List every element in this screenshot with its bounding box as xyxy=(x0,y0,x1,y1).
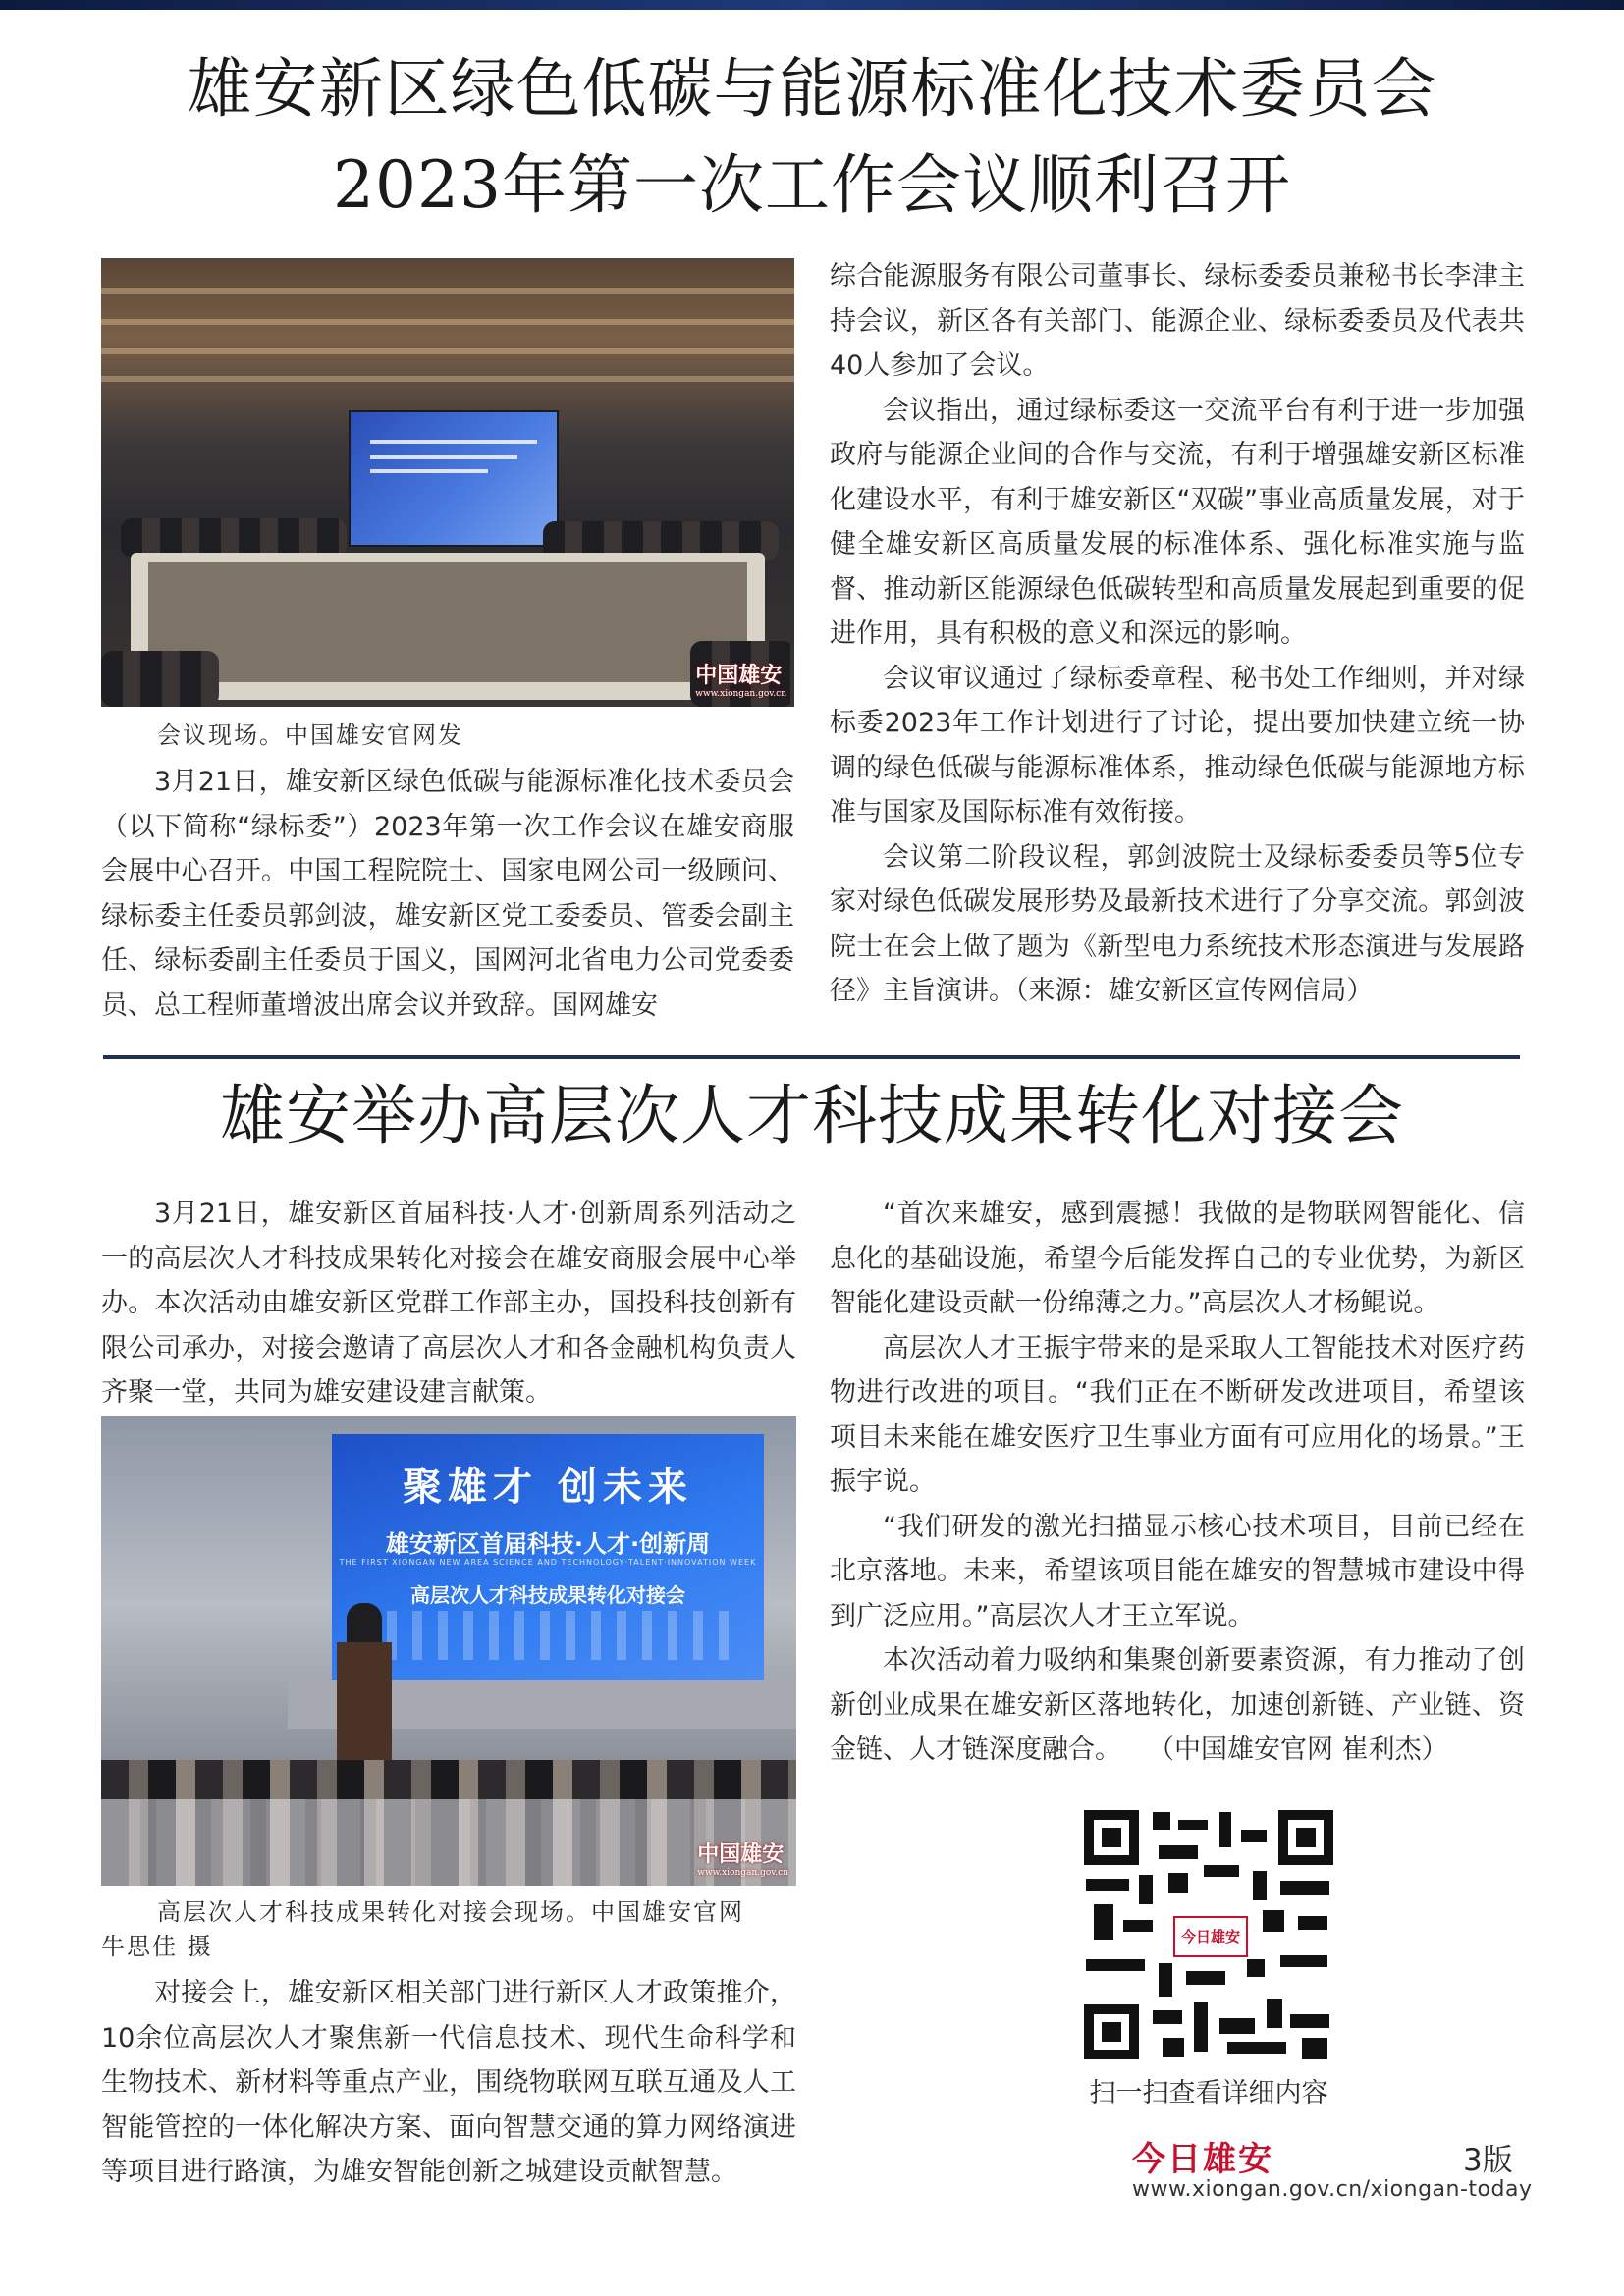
article1-title-line1: 雄安新区绿色低碳与能源标准化技术委员会 xyxy=(187,51,1437,127)
article1-title-line2: 2023年第一次工作会议顺利召开 xyxy=(333,147,1291,223)
article2-title: 雄安举办高层次人才科技成果转化对接会 xyxy=(220,1078,1404,1153)
page-number: 3版 xyxy=(1463,2143,1513,2178)
article1-left-column xyxy=(101,760,794,1028)
qr-caption: 扫一扫查看详细内容 xyxy=(1089,2078,1328,2109)
paragraph: “我们研发的激光扫描显示核心技术项目，目前已经在北京落地。未来，希望该项目能在雄安的智慧城市建设中得到广泛应用。”高层次人才王立军说。 xyxy=(830,1511,1525,1631)
paragraph: 3月21日，雄安新区绿色低碳与能源标准化技术委员会（以下简称“绿标委”）2023年第一次工作会议在雄安商服会展中心召开。中国工程院院士、国家电网公司一级顾问、绿标委主任委员郭剑波，雄安新区党工委委员、管委会副主任、绿标委副主任委员于国义，国网河北省电力公司党委委员、总工程师董增波出席会议并致辞。国网雄安 xyxy=(101,767,794,1021)
article2-right-column xyxy=(830,1192,1525,1773)
screen-english-name: THE FIRST XIONGAN NEW AREA SCIENCE AND TECHNOLOGY·TALENT·INNOVATION WEEK xyxy=(339,1558,757,1567)
section-divider xyxy=(103,1055,1520,1059)
paragraph: 会议第二阶段议程，郭剑波院士及绿标委委员等5位专家对绿色低碳发展形势及最新技术进行了分享交流。郭剑波院士在会上做了题为《新型电力系统技术形态演进与发展路径》主旨演讲。（来源：雄安新区宣传网信局） xyxy=(830,841,1525,1006)
paragraph: 对接会上，雄安新区相关部门进行新区人才政策推介，10余位高层次人才聚焦新一代信息技术、现代生命科学和生物技术、新材料等重点产业，围绕物联网互联互通及人工智能管控的一体化解决方案、面向智慧交通的算力网络演进等项目进行路演，为雄安智能创新之城建设贡献智慧。 xyxy=(101,1978,796,2187)
article2-left-top-column xyxy=(101,1192,796,1415)
paragraph: “首次来雄安，感到震撼！我做的是物联网智能化、信息化的基础设施，希望今后能发挥自己的专业优势，为新区智能化建设贡献一份绵薄之力。”高层次人才杨鲲说。 xyxy=(830,1199,1525,1318)
paragraph: 本次活动着力吸纳和集聚创新要素资源，有力推动了创新创业成果在雄安新区落地转化，加速创新链、产业链、资金链、人才链深度融合。 （中国雄安官网 崔利杰） xyxy=(830,1645,1525,1765)
paragraph: 3月21日，雄安新区首届科技·人才·创新周系列活动之一的高层次人才科技成果转化对接会在雄安商服会展中心举办。本次活动由雄安新区党群工作部主办，国投科技创新有限公司承办，对接会邀请了高层次人才和各金融机构负责人齐聚一堂，共同为雄安建设建言献策。 xyxy=(101,1199,796,1408)
article2-photo xyxy=(101,1416,796,1886)
brand-logo: 今日雄安 xyxy=(1132,2140,1273,2179)
paragraph: 会议审议通过了绿标委章程、秘书处工作细则，并对绿标委2023年工作计划进行了讨论，提出要加快建立统一协调的绿色低碳与能源标准体系，推动绿色低碳与能源地方标准与国家及国际标准有效衔接。 xyxy=(830,663,1525,828)
paragraph: 会议指出，通过绿标委这一交流平台有利于进一步加强政府与能源企业间的合作与交流，有利于增强雄安新区标准化建设水平，有利于雄安新区“双碳”事业高质量发展，对于健全雄安新区高质量发展的标准体系、强化标准实施与监督、推动新区能源绿色低碳转型和高质量发展起到重要的促进作用，具有积极的意义和深远的影响。 xyxy=(830,395,1525,649)
article1-photo xyxy=(101,258,794,707)
qr-code[interactable] xyxy=(1080,1806,1337,2063)
screen-subtitle: 高层次人才科技成果转化对接会 xyxy=(410,1583,685,1607)
podium xyxy=(337,1642,392,1760)
screen-slogan: 聚雄才 创未来 xyxy=(403,1464,693,1510)
top-bar xyxy=(0,0,1624,10)
footer-url[interactable]: www.xiongan.gov.cn/xiongan-today xyxy=(1132,2177,1533,2202)
screen-event-name: 雄安新区首届科技·人才·创新周 xyxy=(385,1530,711,1558)
photo1-watermark: 中国雄安 www.xiongan.gov.cn xyxy=(695,663,786,699)
qr-logo: 今日雄安 xyxy=(1173,1916,1248,1957)
article1-photo-caption: 会议现场。中国雄安官网发 xyxy=(157,721,463,749)
paragraph: 高层次人才王振宇带来的是采取人工智能技术对医疗药物进行改进的项目。“我们正在不断研发改进项目，希望该项目未来能在雄安医疗卫生事业方面有可应用化的场景。”王振宇说。 xyxy=(830,1332,1525,1497)
conference-table xyxy=(131,553,765,700)
article2-photo-caption-line1: 高层次人才科技成果转化对接会现场。中国雄安官网 xyxy=(157,1898,744,1926)
article2-photo-caption-line2: 牛思佳 摄 xyxy=(101,1933,213,1960)
event-screen xyxy=(332,1434,764,1680)
article2-left-bottom-column xyxy=(101,1971,796,2195)
article1-right-column xyxy=(830,254,1525,1014)
meeting-screen xyxy=(349,410,559,547)
paragraph: 综合能源服务有限公司董事长、绿标委委员兼秘书长李津主持会议，新区各有关部门、能源企业、绿标委委员及代表共40人参加了会议。 xyxy=(830,261,1525,381)
photo2-watermark: 中国雄安 www.xiongan.gov.cn xyxy=(697,1842,788,1878)
